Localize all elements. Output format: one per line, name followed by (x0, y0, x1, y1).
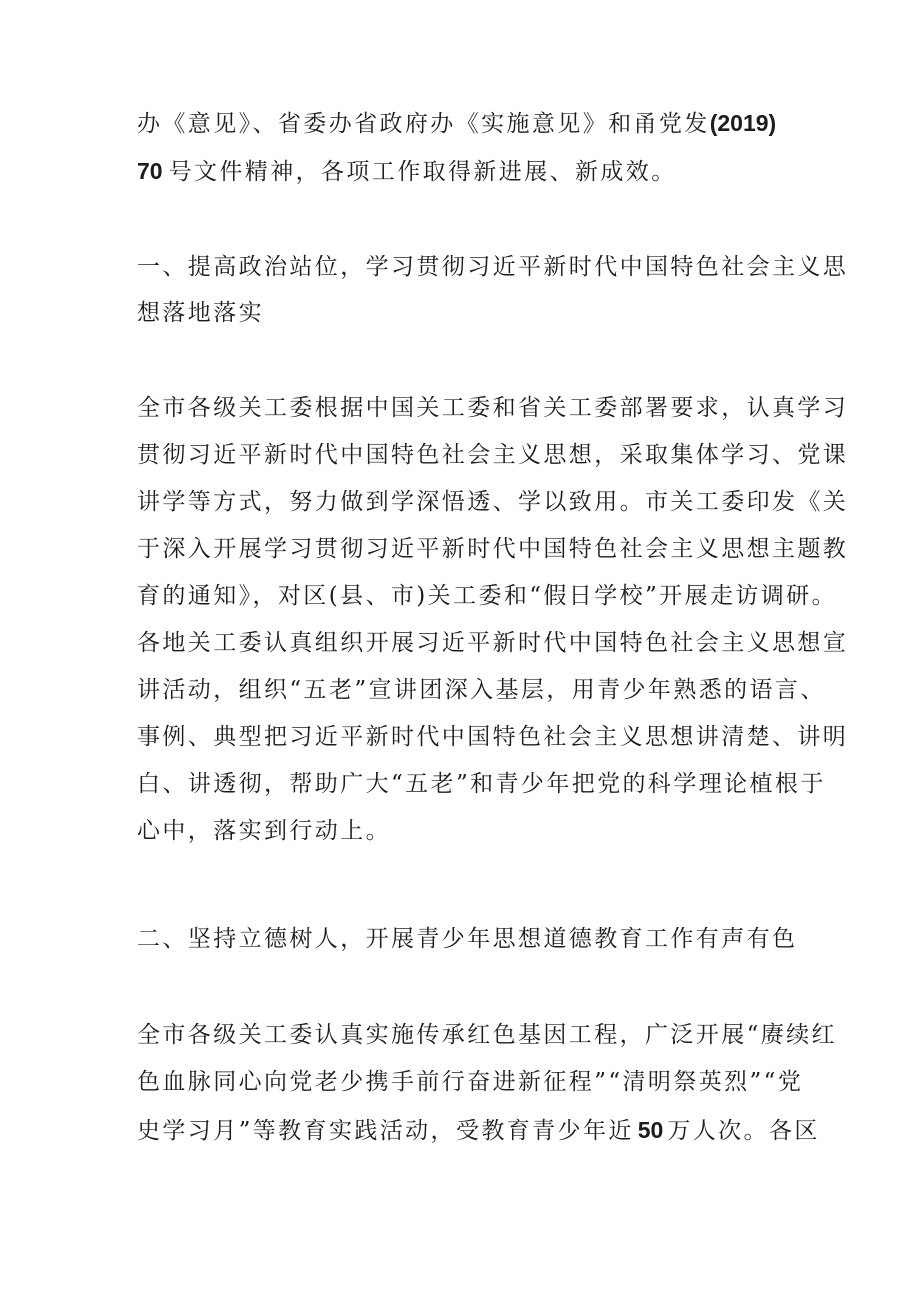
text-run: 史学习月”等教育实践活动，受教育青少年近 (137, 1118, 634, 1144)
section1-body-line: 贯彻习近平新时代中国特色社会主义思想，采取集体学习、党课 (137, 442, 849, 468)
intro-line-1 (137, 108, 776, 139)
section1-body-line: 讲活动，组织“五老”宣讲团深入基层，用青少年熟悉的语言、 (137, 677, 826, 703)
section1-body-line: 全市各级关工委根据中国关工委和省关工委部署要求，认真学习 (137, 395, 849, 421)
text-run: 万人次。各区 (667, 1118, 820, 1144)
section1-body-line: 各地关工委认真组织开展习近平新时代中国特色社会主义思想宣 (137, 630, 849, 656)
text-run: 办《意见》、省委办省政府办《实施意见》和甬党发 (137, 111, 710, 137)
section2-body-line: 全市各级关工委认真实施传承红色基因工程，广泛开展“赓续红 (137, 1022, 837, 1048)
section2-body-line (137, 1115, 820, 1146)
section1-heading-line-1: 一、提高政治站位，学习贯彻习近平新时代中国特色社会主义思 (137, 254, 849, 280)
section1-body-line: 心中，落实到行动上。 (137, 818, 391, 844)
section1-body-line: 育的通知》，对区(县、市)关工委和“假日学校”开展走访调研。 (137, 583, 837, 609)
intro-line-2 (137, 156, 677, 187)
section1-body-line: 白、讲透彻，帮助广大“五老”和青少年把党的科学理论植根于 (137, 771, 826, 797)
number-run: 70 (137, 158, 163, 184)
section1-body-line: 事例、典型把习近平新时代中国特色社会主义思想讲清楚、讲明 (137, 724, 849, 750)
section1-body-line: 于深入开展学习贯彻习近平新时代中国特色社会主义思想主题教 (137, 536, 849, 562)
section2-heading-line-1: 二、坚持立德树人，开展青少年思想道德教育工作有声有色 (137, 926, 798, 952)
number-run: (2019) (709, 110, 777, 136)
section2-body-line: 色血脉同心向党老少携手前行奋进新征程”“清明祭英烈”“党 (137, 1069, 804, 1095)
section1-heading-line-2: 想落地落实 (137, 300, 264, 326)
section1-body-line: 讲学等方式，努力做到学深悟透、学以致用。市关工委印发《关 (137, 489, 849, 515)
text-run: 号文件精神，各项工作取得新进展、新成效。 (168, 159, 677, 185)
number-run: 50 (637, 1117, 664, 1143)
